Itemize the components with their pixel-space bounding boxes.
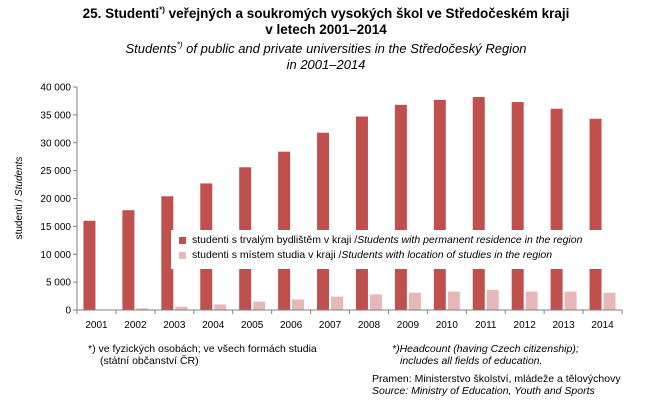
title-cz-pre: 25. Studenti bbox=[82, 6, 160, 21]
bar-series2-2006 bbox=[292, 299, 304, 310]
y-tick-label: 0 bbox=[65, 305, 71, 317]
bar-series2-2012 bbox=[526, 292, 538, 310]
bars-group bbox=[83, 97, 615, 310]
y-tick-label: 40 000 bbox=[40, 82, 71, 94]
y-tick-label: 30 000 bbox=[40, 138, 71, 150]
x-tick-label: 2011 bbox=[474, 320, 497, 331]
source-cz: Pramen: Ministerstvo školství, mládeže a tělovýchovy bbox=[372, 373, 621, 385]
legend-label-series1-en: Students with permanent residence in the region bbox=[357, 234, 583, 246]
footnote-en-line1: *)Headcount (having Czech citizenship); bbox=[392, 343, 579, 355]
y-tick-label: 20 000 bbox=[40, 194, 71, 205]
title-en-pre: Students bbox=[125, 41, 177, 56]
title-cz-sup: *) bbox=[159, 5, 165, 15]
footnote-cz-line2: (státní občanství ČR) bbox=[100, 355, 199, 367]
x-tick-label: 2005 bbox=[241, 320, 264, 331]
y-tick-label: 25 000 bbox=[40, 166, 71, 178]
x-tick-label: 2009 bbox=[396, 320, 420, 331]
x-tick-label: 2001 bbox=[85, 320, 108, 331]
bar-series1-2008 bbox=[356, 117, 368, 310]
bar-series1-2011 bbox=[473, 97, 485, 310]
bar-series2-2007 bbox=[331, 297, 343, 310]
y-tick-label: 15 000 bbox=[40, 221, 71, 233]
y-tick-label: 10 000 bbox=[40, 249, 71, 261]
footnote-cz bbox=[88, 343, 317, 367]
bar-series1-2012 bbox=[512, 102, 524, 310]
title-en-sup: *) bbox=[176, 40, 183, 50]
y-tick-label: 5 000 bbox=[45, 277, 71, 289]
legend-item-series2 bbox=[171, 248, 617, 263]
source-note bbox=[372, 373, 621, 397]
legend-swatch-series1 bbox=[179, 237, 186, 244]
legend-item-series1 bbox=[171, 233, 617, 248]
y-axis-label: studenti / Students bbox=[14, 156, 25, 240]
x-tick-label: 2003 bbox=[163, 320, 186, 331]
bar-series1-2014 bbox=[590, 119, 602, 310]
bar-series1-2013 bbox=[551, 109, 563, 310]
y-tick-label: 35 000 bbox=[40, 110, 71, 122]
x-tick-label: 2008 bbox=[357, 320, 381, 331]
bar-series1-2007 bbox=[317, 133, 329, 310]
bar-series2-2008 bbox=[370, 294, 382, 310]
bar-series1-2010 bbox=[434, 100, 446, 310]
title-cz-main: veřejných a soukromých vysokých škol ve Středočeském kraji bbox=[164, 6, 570, 21]
legend-swatch-series2 bbox=[179, 252, 186, 259]
x-tick-label: 2012 bbox=[513, 320, 536, 331]
footnote-en-line2: includes all fields of education. bbox=[400, 355, 543, 367]
bar-series2-2014 bbox=[604, 293, 616, 310]
x-tick-label: 2004 bbox=[202, 320, 225, 331]
bar-series1-2002 bbox=[122, 210, 134, 310]
x-tick-label: 2002 bbox=[124, 320, 147, 331]
legend-label-series1-cz: studenti s trvalým bydlištěm v kraji / bbox=[192, 234, 358, 246]
title-en-main: of public and private universities in the Středočeský Region bbox=[182, 41, 527, 56]
source-en: Source: Ministry of Education, Youth and Sports bbox=[372, 385, 595, 397]
footnote-cz-line1: *) ve fyzických osobách; ve všech formách studia bbox=[88, 343, 317, 355]
bar-series2-2005 bbox=[253, 302, 265, 310]
bar-series1-2009 bbox=[395, 105, 407, 310]
x-tick-label: 2010 bbox=[435, 320, 458, 331]
x-tick-label: 2014 bbox=[591, 320, 614, 331]
legend-label-series2-en: Students with location of studies in the region bbox=[341, 249, 553, 261]
legend-label-series2-cz: studenti s místem studia v kraji / bbox=[192, 249, 342, 261]
bar-series2-2013 bbox=[565, 292, 577, 310]
bar-series2-2010 bbox=[448, 292, 460, 310]
x-tick-label: 2013 bbox=[552, 320, 575, 331]
bar-series2-2009 bbox=[409, 293, 421, 310]
bar-series2-2003 bbox=[175, 307, 187, 310]
x-tick-label: 2006 bbox=[279, 320, 303, 331]
footnote-en bbox=[392, 343, 579, 367]
bar-series2-2004 bbox=[214, 304, 226, 310]
title-en-line2: in 2001–2014 bbox=[286, 57, 366, 72]
x-tick-label: 2007 bbox=[318, 320, 342, 331]
bar-series2-2011 bbox=[487, 290, 499, 310]
bar-series1-2001 bbox=[83, 221, 95, 310]
title-cz-line2: v letech 2001–2014 bbox=[265, 22, 387, 37]
legend bbox=[171, 230, 617, 269]
